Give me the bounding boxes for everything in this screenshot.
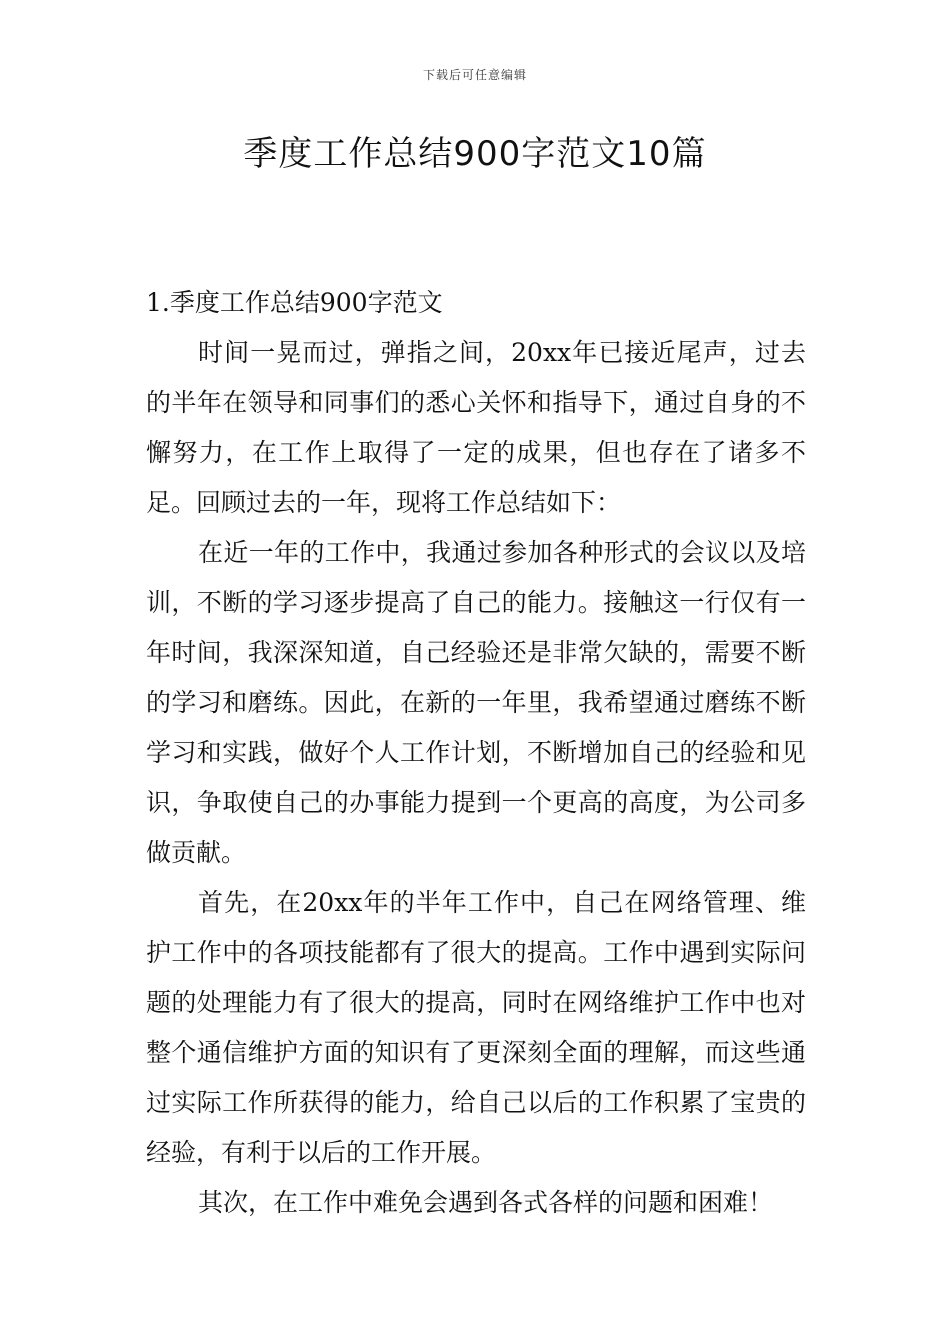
- header-note: 下载后可任意编辑: [422, 68, 527, 82]
- document-title: 季度工作总结900字范文10篇: [243, 134, 707, 174]
- paragraph-4: 其次，在工作中难免会遇到各式各样的问题和困难！: [198, 1188, 774, 1217]
- section-heading: 1.季度工作总结900字范文: [146, 288, 443, 317]
- paragraph-1: 时间一晃而过，弹指之间，20xx年已接近尾声，过去的半年在领导和同事们的悉心关怀和指导下，通过自身的不懈努力，在工作上取得了一定的成果，但也存在了诸多不足。回顾过去的一年，现将工作总结如下：: [146, 338, 806, 517]
- document-body: [146, 278, 806, 1228]
- paragraph-2: 在近一年的工作中，我通过参加各种形式的会议以及培训，不断的学习逐步提高了自己的能力。接触这一行仅有一年时间，我深深知道，自己经验还是非常欠缺的，需要不断的学习和磨练。因此，在新的一年里，我希望通过磨练不断学习和实践，做好个人工作计划，不断增加自己的经验和见识，争取使自己的办事能力提到一个更高的高度，为公司多做贡献。: [146, 538, 806, 867]
- paragraph-3: 首先，在20xx年的半年工作中，自己在网络管理、维护工作中的各项技能都有了很大的提高。工作中遇到实际问题的处理能力有了很大的提高，同时在网络维护工作中也对整个通信维护方面的知识有了更深刻全面的理解，而这些通过实际工作所获得的能力，给自己以后的工作积累了宝贵的经验，有利于以后的工作开展。: [146, 888, 806, 1167]
